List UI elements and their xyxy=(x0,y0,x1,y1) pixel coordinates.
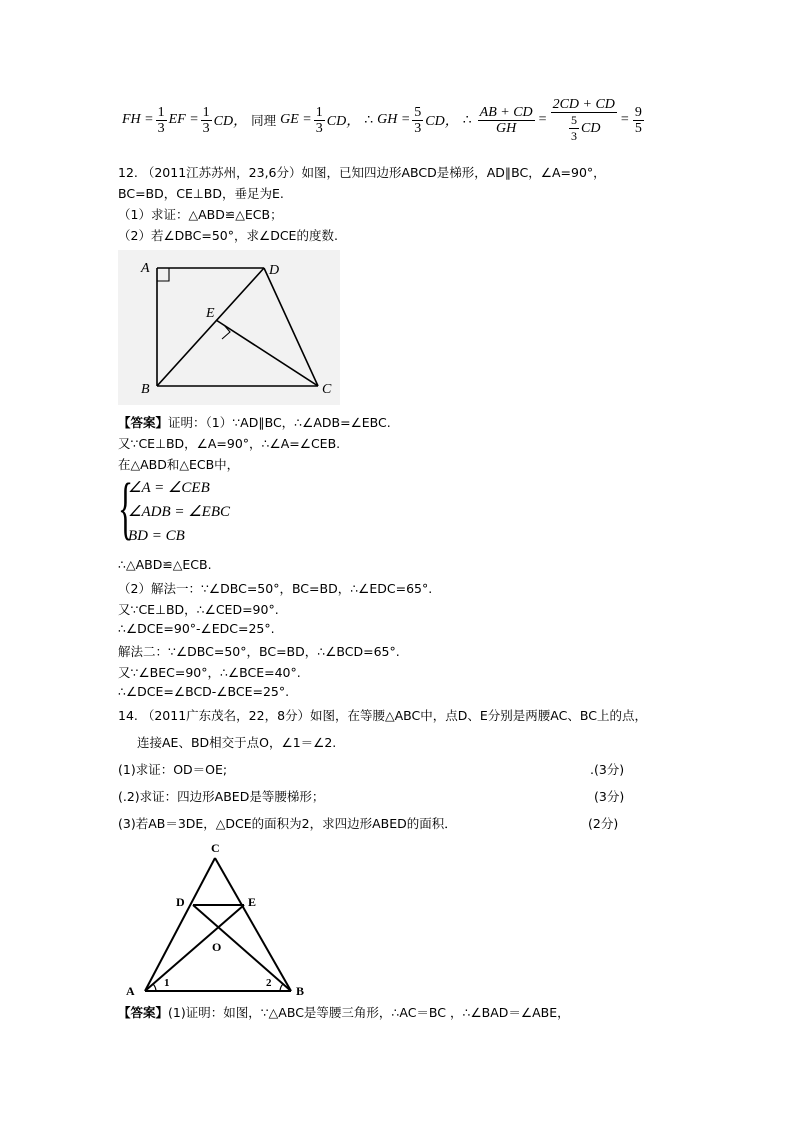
fraction-three-cd-over-five-thirds-cd xyxy=(551,97,617,144)
formula-cd: CD， xyxy=(425,114,459,129)
q14-part2-score: (3分) xyxy=(594,789,625,804)
q14-part2: (.2)求证：四边形ABED是等腰梯形； xyxy=(118,789,325,804)
label-o: O xyxy=(212,940,222,954)
condition-3: BD = CB xyxy=(128,528,185,544)
frac-num: 2CD + CD xyxy=(552,96,615,112)
formula-cd: CD， xyxy=(326,114,361,129)
q12-answer-line7: ∴∠DCE=90°-∠EDC=25°. xyxy=(118,621,275,636)
q14-part1: (1)求证：OD＝OE; xyxy=(118,762,228,777)
q14-line1: 14. （2011广东茂名，22，8分）如图，在等腰△ABC中，点D、E分别是两腰AC、BC上的点， xyxy=(118,708,647,723)
label-angle-2: 2 xyxy=(266,977,272,989)
formula-tongli: 同理 xyxy=(251,113,277,128)
q12-answer-line6: 又∵CE⊥BD，∴∠CED=90°. xyxy=(118,602,279,617)
q12-answer-line1 xyxy=(118,413,391,431)
fraction-nine-fifths xyxy=(633,105,644,136)
label-b: B xyxy=(296,984,305,998)
frac-num: 1 xyxy=(315,104,323,120)
q14-part3: (3)若AB＝3DE，△DCE的面积为2，求四边形ABED的面积． xyxy=(118,816,457,831)
segment-ae xyxy=(145,905,244,991)
q12-answer-line2: 又∵CE⊥BD，∠A=90°，∴∠A=∠CEB. xyxy=(118,436,341,451)
answer-text: (1)证明：如图，∵△ABC是等腰三角形，∴AC＝BC ，∴∠BAD＝∠ABE， xyxy=(168,1005,570,1020)
q14-answer-line1 xyxy=(118,1003,570,1021)
frac-cd: CD xyxy=(581,120,601,136)
angle-mark-1 xyxy=(153,984,156,991)
answer-tag: 【答案】 xyxy=(118,1005,169,1020)
label-c: C xyxy=(322,382,332,397)
fraction-one-third-c xyxy=(314,105,325,136)
label-a: A xyxy=(141,261,150,276)
formula-line xyxy=(122,98,646,142)
q12-line1: 12. （2011江苏苏州，23,6分）如图，已知四边形ABCD是梯形，AD∥BC，∠A=90°， xyxy=(118,165,606,180)
nested-fraction xyxy=(569,113,579,144)
equals-sign: = xyxy=(620,112,629,127)
label-d: D xyxy=(176,895,185,909)
formula-fh: FH = xyxy=(122,112,154,127)
label-e: E xyxy=(206,306,215,321)
frac-den: GH xyxy=(496,120,517,136)
q12-answer-line8: 解法二：∵∠DBC=50°，BC=BD，∴∠BCD=65°. xyxy=(118,644,400,659)
segment-bc xyxy=(215,858,291,991)
frac-den: 3 xyxy=(157,120,165,136)
frac-den: 5 xyxy=(634,120,642,136)
q12-answer-line4: ∴△ABD≌△ECB. xyxy=(118,557,212,572)
angle-mark-2 xyxy=(280,984,283,991)
q12-line2: BC=BD，CE⊥BD，垂足为E. xyxy=(118,186,284,201)
label-b: B xyxy=(141,382,150,397)
label-e: E xyxy=(248,895,257,909)
label-a: A xyxy=(126,984,135,998)
condition-1: ∠A = ∠CEB xyxy=(128,480,210,496)
brace-conditions xyxy=(128,476,230,548)
frac-num: 1 xyxy=(202,104,210,120)
q12-answer-line9: 又∵∠BEC=90°，∴∠BCE=40°. xyxy=(118,665,301,680)
left-brace: { xyxy=(118,470,134,547)
q12-part1: （1）求证：△ABD≌△ECB； xyxy=(118,207,283,222)
segment-bd xyxy=(193,905,291,991)
frac-num: 5 xyxy=(571,112,578,127)
q14-part1-score: .(3分) xyxy=(590,762,625,777)
q12-answer-line3: 在△ABD和△ECB中， xyxy=(118,457,240,472)
q14-line2: 连接AE、BD相交于点O，∠1＝∠2. xyxy=(137,735,337,750)
q12-figure-trapezoid xyxy=(118,250,340,405)
frac-num: 9 xyxy=(634,104,642,120)
frac-den: 3 xyxy=(571,128,578,143)
fraction-five-thirds xyxy=(412,105,423,136)
condition-2: ∠ADB = ∠EBC xyxy=(128,504,231,520)
therefore-symbol: ∴ xyxy=(364,112,374,128)
formula-gh: GH = xyxy=(377,112,411,127)
therefore-symbol: ∴ xyxy=(462,112,472,128)
segment-ac xyxy=(145,858,215,991)
q12-part2: （2）若∠DBC=50°，求∠DCE的度数. xyxy=(118,228,338,243)
frac-num: 5 xyxy=(414,104,422,120)
equals-sign: = xyxy=(538,112,547,127)
q12-answer-line5: （2）解法一：∵∠DBC=50°，BC=BD，∴∠EDC=65°. xyxy=(118,581,433,596)
frac-den: 3 xyxy=(202,120,210,136)
frac-num: AB + CD xyxy=(479,104,533,120)
label-d: D xyxy=(269,263,280,278)
formula-ef: EF = xyxy=(168,112,199,127)
q12-answer-line10: ∴∠DCE=∠BCD-∠BCE=25°. xyxy=(118,684,290,699)
answer-tag: 【答案】 xyxy=(118,415,169,430)
fraction-one-third-b xyxy=(201,105,212,136)
label-c: C xyxy=(211,841,220,855)
q14-part3-score: (2分) xyxy=(588,816,619,831)
q14-figure-isosceles-triangle xyxy=(118,838,318,1000)
frac-den xyxy=(551,113,617,144)
fraction-ab-cd-over-gh xyxy=(478,105,535,136)
frac-den: 3 xyxy=(315,120,323,136)
label-angle-1: 1 xyxy=(164,977,170,989)
formula-cd: CD， xyxy=(213,114,248,129)
answer-text: 证明：（1）∵AD∥BC，∴∠ADB=∠EBC. xyxy=(168,415,391,430)
frac-den: 3 xyxy=(414,120,422,136)
formula-ge: GE = xyxy=(280,112,312,127)
frac-num: 1 xyxy=(157,104,165,120)
fraction-one-third-a xyxy=(156,105,167,136)
